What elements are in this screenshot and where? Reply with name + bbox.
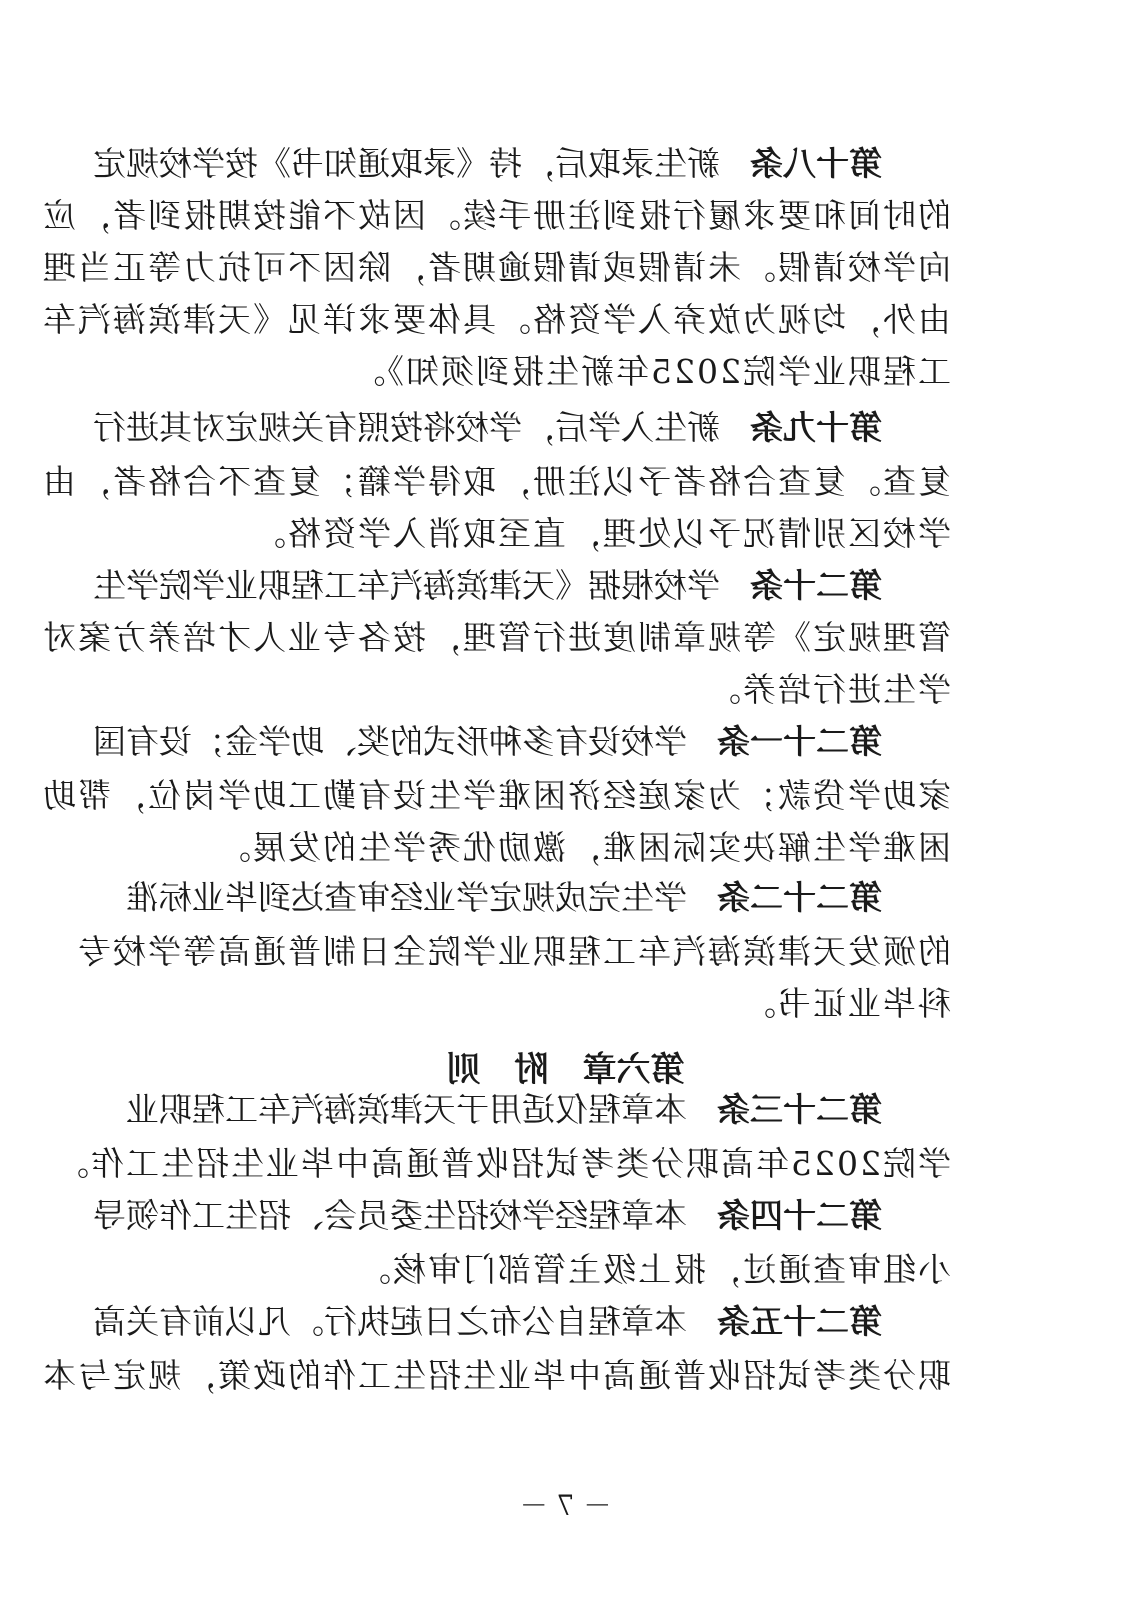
article-20-line-1 [93, 560, 882, 612]
article-text: 新生入学后，学校将按照有关规定对其进行 [93, 408, 720, 447]
article-text: 新生录取后，持《录取通知书》按学校规定 [93, 144, 720, 183]
article-number: 第二十四条 [717, 1196, 882, 1235]
article-19-line-1 [93, 402, 882, 454]
article-19-line-2: 复查。复查合格者予以注册，取得学籍；复查不合格者，由 [41, 462, 951, 501]
article-text: 学校根据《天津滨海汽车工程职业学院学生 [93, 566, 720, 605]
article-18-line-1 [93, 138, 882, 190]
article-23-line-2: 学院2025年高职分类考试招收普通高中毕业生招生工作。 [54, 1144, 951, 1183]
article-25-line-2: 职分类考试招收普通高中毕业生招生工作的政策，规定与本 [41, 1356, 951, 1395]
article-18-line-2: 的时间和要求履行报到注册手续。因故不能按期报到者，应 [41, 196, 951, 235]
article-21-line-1 [93, 716, 882, 768]
article-23-line-1 [126, 1084, 882, 1136]
article-22-line-1 [126, 872, 882, 924]
article-number: 第二十五条 [717, 1302, 882, 1341]
article-22-line-3: 科毕业证书。 [741, 984, 951, 1023]
article-text: 本章程仅适用于天津滨海汽车工程职业 [126, 1090, 687, 1129]
article-18-line-4: 由外，均视为放弃入学资格。具体要求详见《天津滨海汽车 [41, 300, 951, 339]
article-19-line-3: 学校区别情况予以处理，直至取消入学资格。 [251, 514, 951, 553]
article-number: 第二十条 [750, 566, 882, 605]
page-number: － 7 － [519, 1489, 612, 1522]
article-number: 第二十二条 [717, 878, 882, 917]
article-20-line-2: 管理规定》等规章制度进行管理，按各专业人才培养方案对 [41, 618, 951, 657]
article-text: 本章程自公布之日起执行。凡以前有关高 [93, 1302, 687, 1341]
article-number: 第十八条 [750, 144, 882, 183]
article-24-line-1 [93, 1190, 882, 1242]
article-24-line-2: 小组审查通过，报上级主管部门审核。 [356, 1250, 951, 1289]
article-number: 第二十三条 [717, 1090, 882, 1129]
article-21-line-3: 困难学生解决实际困难，激励优秀学生的发展。 [216, 828, 951, 867]
article-number: 第十九条 [750, 408, 882, 447]
article-text: 本章程经学校招生委员会、招生工作领导 [93, 1196, 687, 1235]
article-20-line-3: 学生进行培养。 [706, 670, 951, 709]
article-text: 学校设有多种形式的奖、助学金；设有国 [93, 722, 687, 761]
article-18-line-3: 向学校请假。未请假或请假逾期者，除因不可抗力等正当理 [41, 248, 951, 287]
chapter-title: 第六章 附 则 [446, 1050, 685, 1090]
article-25-line-1 [93, 1296, 882, 1348]
article-21-line-2: 家助学贷款；为家庭经济困难学生设有勤工助学岗位，帮助 [41, 776, 951, 815]
article-22-line-2: 的颁发天津滨海汽车工程职业学院全日制普通高等学校专 [76, 932, 951, 971]
article-number: 第二十一条 [717, 722, 882, 761]
article-text: 学生完成规定学业经审查达到毕业标准 [126, 878, 687, 917]
article-18-line-5: 工程职业学院2025年新生报到须知》。 [350, 352, 951, 391]
